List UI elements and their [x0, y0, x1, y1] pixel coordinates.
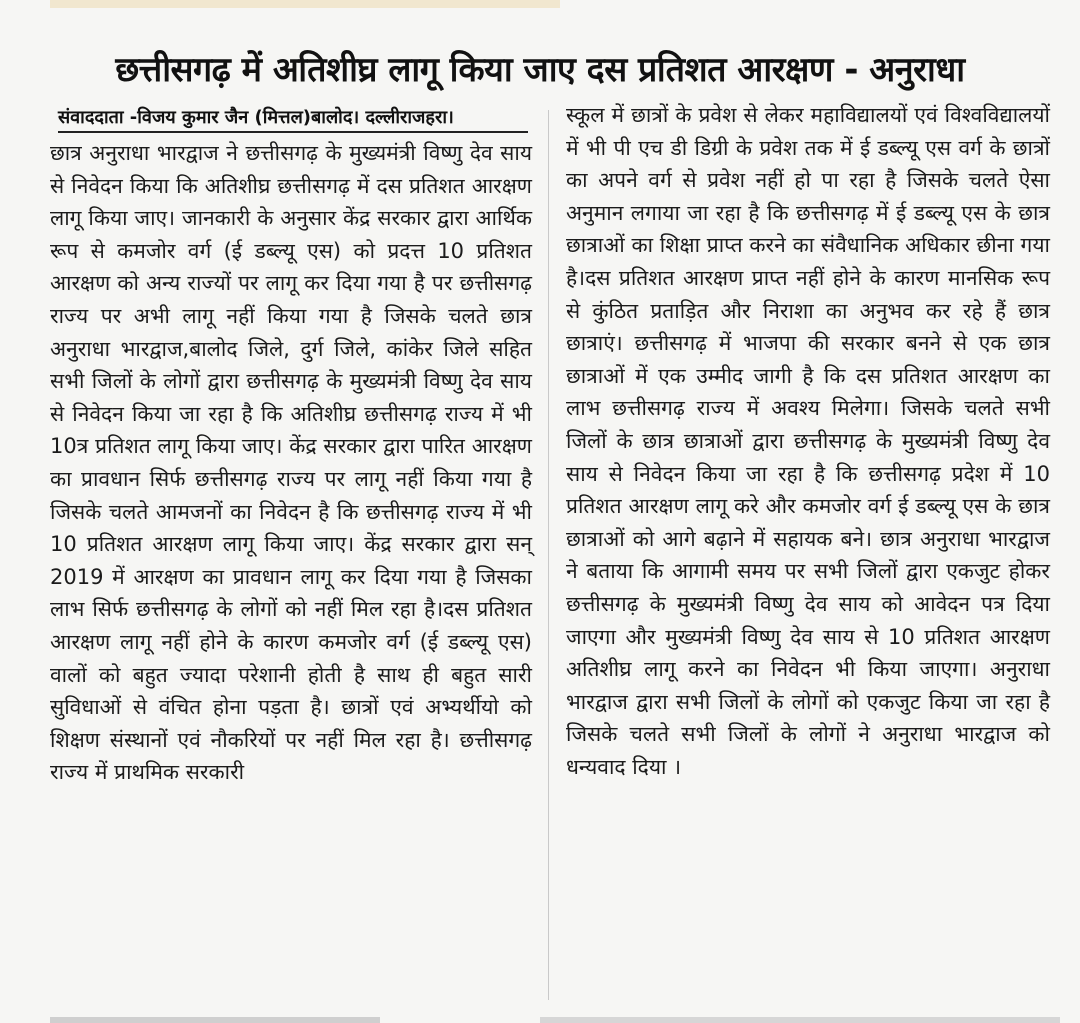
bottom-edge-strip — [50, 1017, 380, 1023]
article-headline: छत्तीसगढ़ में अतिशीघ्र लागू किया जाए दस प्रतिशत आरक्षण - अनुराधा — [115, 50, 965, 90]
article-column-left: छात्र अनुराधा भारद्वाज ने छत्तीसगढ़ के मुख्यमंत्री विष्णु देव साय से निवेदन किया कि अतिशीघ्र छत्तीसगढ़ में दस प्रतिशत आरक्षण लागू किया जाए। जानकारी के अनुसार केंद्र सरकार द्वारा आर्थिक रूप से कमजोर वर्ग (ई डब्ल्यू एस) को प्रदत्त 10 प्रतिशत आरक्षण को अन्य राज्यों पर लागू कर दिया गया है पर छत्तीसगढ़ राज्य पर अभी लागू नहीं किया गया है जिसके चलते छात्र अनुराधा भारद्वाज,बालोद जिले, दुर्ग जिले, कांकेर जिले सहित सभी जिलों के लोगों द्वारा छत्तीसगढ़ के मुख्यमंत्री विष्णु देव साय से निवेदन किया जा रहा है कि अतिशीघ्र छत्तीसगढ़ राज्य में भी 10त्र प्रतिशत लागू किया जाए। केंद्र सरकार द्वारा पारित आरक्षण का प्रावधान सिर्फ छत्तीसगढ़ राज्य पर लागू नहीं किया गया है जिसके चलते आमजनों का निवेदन है कि छत्तीसगढ़ राज्य में भी 10 प्रतिशत आरक्षण लागू किया जाए। केंद्र सरकार द्वारा सन् 2019 में आरक्षण का प्रावधान लागू कर दिया गया है जिसका लाभ सिर्फ छत्तीसगढ़ के लोगों को नहीं मिल रहा है।दस प्रतिशत आरक्षण लागू नहीं होने के कारण कमजोर वर्ग (ई डब्ल्यू एस) वालों को बहुत ज्यादा परेशानी होती है साथ ही बहुत सारी सुविधाओं से वंचित होना पड़ता है। छात्रों एवं अभ्यर्थीयो को शिक्षण संस्थानों एवं नौकरियों पर नहीं मिल रहा है। छत्तीसगढ़ राज्य में प्राथमिक सरकारी — [50, 141, 532, 785]
column-divider — [548, 110, 549, 1000]
article-byline: संवाददाता -विजय कुमार जैन (मित्तल)बालोद। दल्लीराजहरा। — [58, 107, 454, 128]
bottom-edge-strip-right — [540, 1017, 1060, 1023]
byline-underline — [58, 131, 528, 133]
article-column-right: स्कूल में छात्रों के प्रवेश से लेकर महाविद्यालयों एवं विश्वविद्यालयों में भी पी एच डी डिग्री के प्रवेश तक में ई डब्ल्यू एस वर्ग के छात्रों का अपने वर्ग से प्रवेश नहीं हो पा रहा है जिसके चलते ऐसा अनुमान लगाया जा रहा है कि छत्तीसगढ़ में ई डब्ल्यू एस के छात्र छात्राओं का शिक्षा प्राप्त करने का संवैधानिक अधिकार छीना गया है।दस प्रतिशत आरक्षण प्राप्त नहीं होने के कारण मानसिक रूप से कुंठित प्रताड़ित और निराशा का अनुभव कर रहे हैं छात्र छात्राएं। छत्तीसगढ़ में भाजपा की सरकार बनने से एक छात्र छात्राओं में एक उम्मीद जागी है कि दस प्रतिशत आरक्षण का लाभ छत्तीसगढ़ राज्य में अवश्य मिलेगा। जिसके चलते सभी जिलों के छात्र छात्राओं द्वारा छत्तीसगढ़ के मुख्यमंत्री विष्णु देव साय से निवेदन किया जा रहा है कि छत्तीसगढ़ प्रदेश में 10 प्रतिशत आरक्षण लागू करे और कमजोर वर्ग ई डब्ल्यू एस के छात्र छात्राओं को आगे बढ़ाने में सहायक बने। छात्र अनुराधा भारद्वाज ने बताया कि आगामी समय पर सभी जिलों द्वारा एकजुट होकर छत्तीसगढ़ के मुख्यमंत्री विष्णु देव साय को आवेदन पत्र दिया जाएगा और मुख्यमंत्री विष्णु देव साय से 10 प्रतिशत आरक्षण अतिशीघ्र लागू करने का निवेदन भी किया जाएगा। अनुराधा भारद्वाज द्वारा सभी जिलों के लोगों को एकजुट किया जा रहा है जिसके चलते सभी जिलों के लोगों ने अनुराधा भारद्वाज को धन्यवाद दिया । — [566, 103, 1050, 779]
top-paper-strip — [50, 0, 560, 8]
